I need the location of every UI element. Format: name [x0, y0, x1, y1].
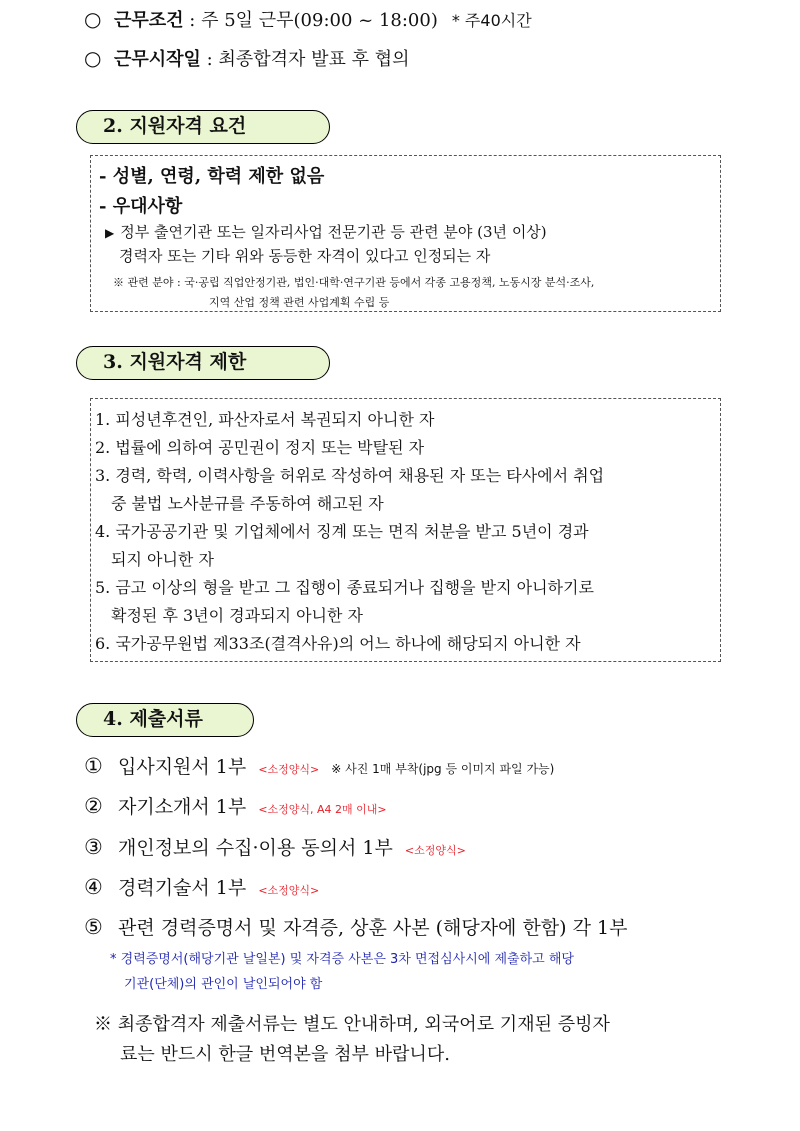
- form-tag: <소정양식>: [404, 844, 466, 857]
- requirement-preference: - 우대사항: [99, 196, 183, 217]
- circle-bullet-icon: ○: [84, 46, 102, 70]
- final-notice-line-1: ※ 최종합격자 제출서류는 별도 안내하며, 외국어로 기재된 증빙자: [94, 1014, 610, 1035]
- career-certificate-note-1: * 경력증명서(해당기관 날일본) 및 자격증 사본은 3차 면접심사시에 제출하고 해당: [110, 952, 574, 967]
- photo-note: ※ 사진 1매 부착(jpg 등 이미지 파일 가능): [331, 762, 555, 776]
- preference-line-2: 경력자 또는 기타 위와 동등한 자격이 있다고 인정되는 자: [119, 247, 491, 265]
- start-date-label: 근무시작일: [114, 49, 201, 70]
- related-field-note-2: 지역 산업 정책 관련 사업계획 수립 등: [209, 296, 390, 309]
- document-item-4: ④ 경력기술서 1부 <소정양식>: [84, 875, 320, 899]
- circle-bullet-icon: ○: [84, 7, 102, 31]
- section-4-heading: 4. 제출서류: [76, 703, 254, 737]
- section-3-heading: 3. 지원자격 제한: [76, 346, 330, 380]
- final-notice-line-2: 료는 반드시 한글 번역본을 첨부 바랍니다.: [120, 1044, 450, 1065]
- work-conditions-label: 근무조건: [114, 10, 184, 31]
- triangle-right-icon: ▶: [105, 226, 115, 240]
- work-conditions-note: * 주40시간: [451, 11, 532, 30]
- form-tag: <소정양식>: [258, 884, 320, 897]
- form-tag: <소정양식, A4 2매 이내>: [258, 803, 387, 816]
- restriction-line: 4. 국가공공기관 및 기업체에서 징계 또는 면직 처분을 받고 5년이 경과: [95, 522, 589, 541]
- section-3-box: [90, 398, 721, 662]
- start-date-row: [84, 45, 410, 71]
- document-item-5: ⑤ 관련 경력증명서 및 자격증, 상훈 사본 (해당자에 한함) 각 1부: [84, 915, 628, 939]
- document-item-2: ② 자기소개서 1부 <소정양식, A4 2매 이내>: [84, 794, 387, 818]
- restriction-line: 되지 아니한 자: [111, 550, 214, 569]
- work-conditions-value: 주 5일 근무(09:00 ~ 18:00): [201, 10, 438, 31]
- career-certificate-note-2: 기관(단체)의 관인이 날인되어야 함: [124, 977, 323, 992]
- preference-line-1: ▶ 정부 출연기관 또는 일자리사업 전문기관 등 관련 분야 (3년 이상): [105, 223, 547, 241]
- requirement-no-limit: - 성별, 연령, 학력 제한 없음: [99, 166, 325, 187]
- document-item-3: ③ 개인정보의 수집·이용 동의서 1부 <소정양식>: [84, 835, 466, 859]
- restriction-line: 확정된 후 3년이 경과되지 아니한 자: [111, 606, 363, 625]
- start-date-sep: :: [200, 49, 219, 70]
- restriction-line: 중 불법 노사분규를 주동하여 해고된 자: [111, 494, 384, 513]
- restriction-line: 3. 경력, 학력, 이력사항을 허위로 작성하여 채용된 자 또는 타사에서 취업: [95, 466, 605, 485]
- related-field-note-1: ※ 관련 분야 : 국·공립 직업안정기관, 법인·대학·연구기관 등에서 각종 고용정책, 노동시장 분석·조사,: [113, 276, 595, 289]
- form-tag: <소정양식>: [258, 763, 320, 776]
- start-date-value: 최종합격자 발표 후 협의: [218, 49, 410, 70]
- work-conditions-sep: :: [183, 10, 202, 31]
- restriction-line: 1. 피성년후견인, 파산자로서 복권되지 아니한 자: [95, 410, 435, 429]
- section-2-heading: 2. 지원자격 요건: [76, 110, 330, 144]
- restriction-line: 6. 국가공무원법 제33조(결격사유)의 어느 하나에 해당되지 아니한 자: [95, 634, 581, 653]
- section-2-box: [90, 155, 721, 312]
- work-conditions-row: [84, 6, 532, 32]
- restriction-line: 5. 금고 이상의 형을 받고 그 집행이 종료되거나 집행을 받지 아니하기로: [95, 578, 594, 597]
- document-item-1: ① 입사지원서 1부 <소정양식> ※ 사진 1매 부착(jpg 등 이미지 파일 가능): [84, 754, 555, 778]
- restriction-line: 2. 법률에 의하여 공민권이 정지 또는 박탈된 자: [95, 438, 425, 457]
